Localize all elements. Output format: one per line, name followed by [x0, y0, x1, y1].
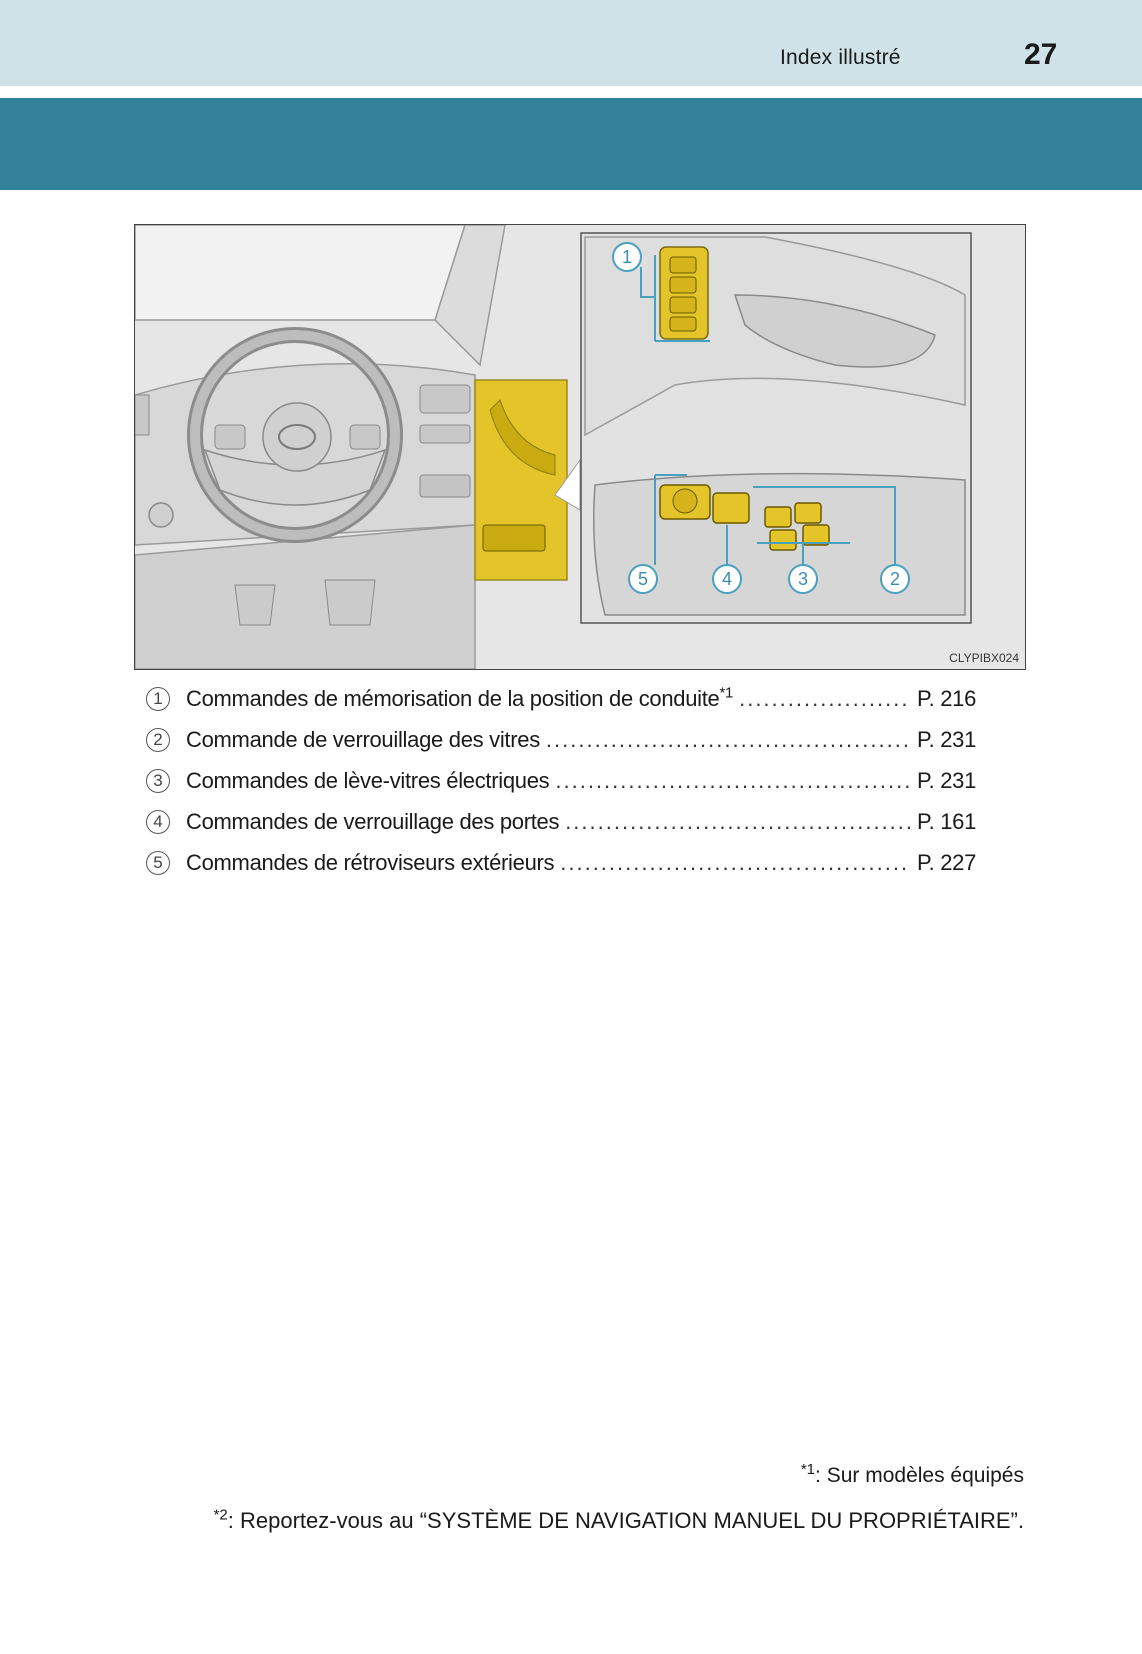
section-title: Index illustré: [780, 46, 901, 69]
footnote-text: : Sur modèles équipés: [815, 1464, 1024, 1487]
header-band: [0, 98, 1142, 190]
legend-item: [146, 719, 976, 760]
figure-code: CLYPIBX024: [949, 651, 1019, 665]
footnote-mark: *1: [800, 1461, 816, 1478]
legend-list: [146, 678, 976, 883]
callout-5: 5: [637, 569, 649, 589]
legend-number: 2: [146, 728, 170, 752]
legend-item: [146, 760, 976, 801]
legend-number: 3: [146, 769, 170, 793]
legend-item: [146, 678, 976, 719]
page-reference[interactable]: P. 216: [917, 685, 976, 711]
callout-2: 2: [889, 569, 901, 589]
footnote-2: [214, 1508, 1024, 1534]
page-reference[interactable]: P. 231: [917, 767, 976, 793]
leader-dots: [565, 809, 911, 835]
dashboard-illustration: [134, 224, 1026, 670]
footnote-1: [800, 1461, 1024, 1488]
illustration-drawing: [135, 225, 1025, 669]
header-strip: [0, 0, 1142, 86]
legend-item: [146, 842, 976, 883]
page-reference[interactable]: P. 161: [917, 808, 976, 834]
legend-label: Commandes de mémorisation de la position de conduite$^{*1}$: [186, 684, 734, 711]
footnote-text: : Reportez-vous au “SYSTÈME DE NAVIGATION MANUEL DU PROPRIÉTAIRE”.: [227, 1508, 1024, 1533]
footnote-mark: *2: [213, 1506, 228, 1524]
legend-number: 1: [146, 687, 170, 711]
page-reference[interactable]: P. 231: [917, 726, 976, 752]
legend-number: 4: [146, 810, 170, 834]
legend-label: Commandes de verrouillage des portes: [186, 808, 560, 834]
callout-4: 4: [721, 569, 733, 589]
legend-number: 5: [146, 851, 170, 875]
leader-dots: [739, 686, 911, 712]
page-reference[interactable]: P. 227: [917, 849, 976, 875]
callout-3: 3: [797, 569, 809, 589]
legend-label: Commande de verrouillage des vitres: [186, 726, 540, 752]
page-number: 27: [1024, 38, 1058, 71]
legend-label: Commandes de lève-vitres électriques: [186, 767, 550, 793]
leader-dots: [546, 727, 911, 753]
footnote-mark: *1: [719, 684, 734, 702]
callout-1: 1: [621, 247, 633, 267]
leader-dots: [555, 768, 911, 794]
leader-dots: [560, 850, 911, 876]
legend-item: [146, 801, 976, 842]
legend-label: Commandes de rétroviseurs extérieurs: [186, 849, 555, 875]
